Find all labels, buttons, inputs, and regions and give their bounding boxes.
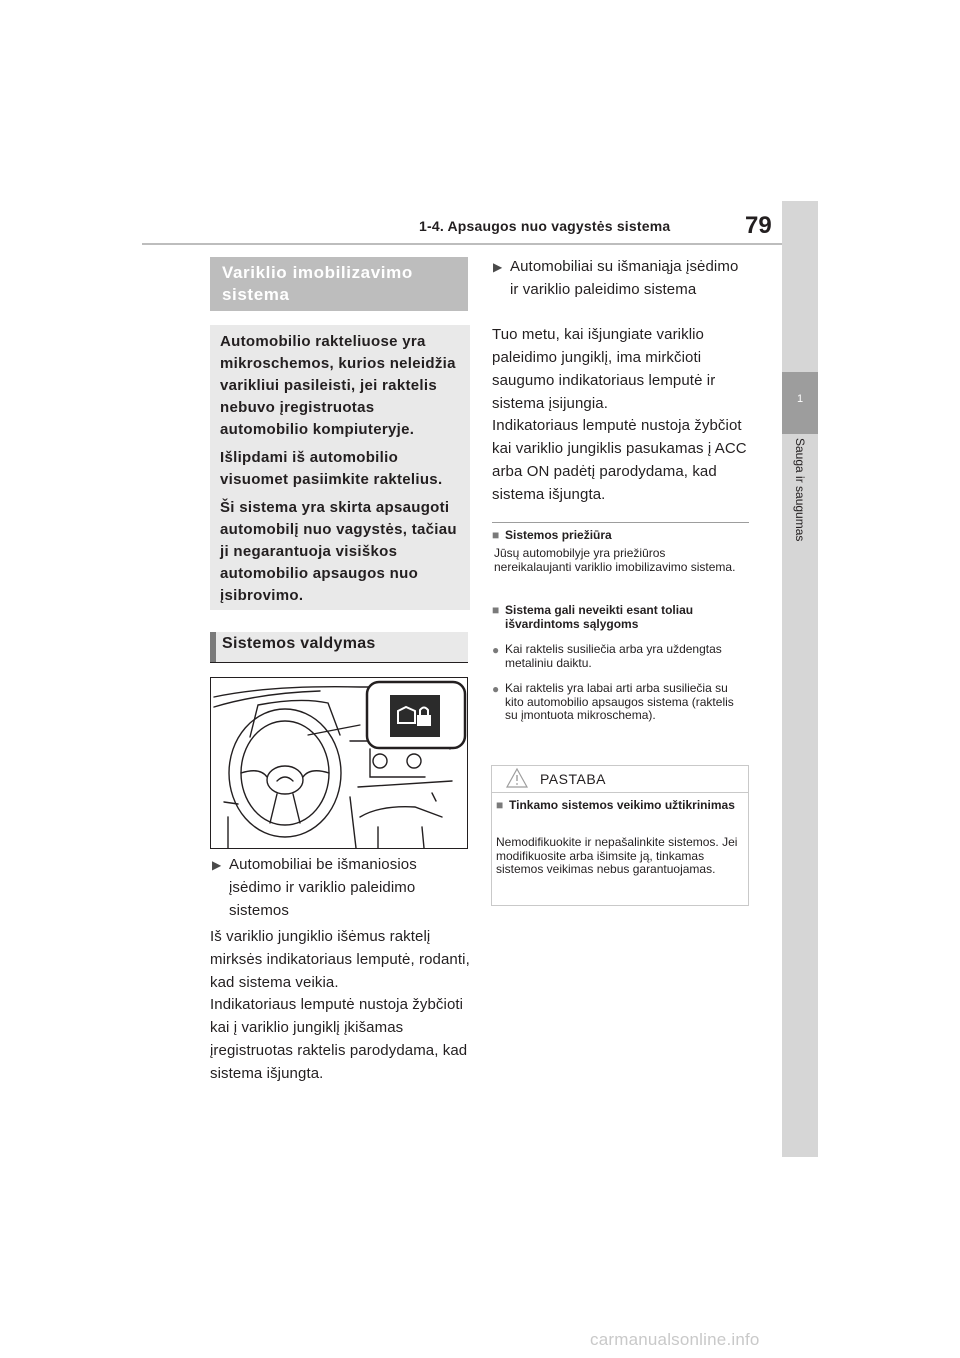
section-title: Variklio imobilizavimo sistema <box>222 263 413 304</box>
divider <box>492 522 749 523</box>
intro-paragraph: Automobilio rakteliuose yra mikroschemos, kurios neleidžia varikliui pasileisti, jei raktelis nebuvo įregistruotas automobilio kompiuteryje. <box>220 333 456 438</box>
body-paragraph: Tuo metu, kai išjungiate variklio paleidimo jungiklį, ima mirkčioti saugumo indikatoriaus lemputė ir sistema įsijungia. <box>492 326 716 412</box>
note-heading: Tinkamo sistemos veikimo užtikrinimas <box>509 798 735 812</box>
header-rule <box>142 243 782 245</box>
bullet-heading: Automobiliai su išmaniąja įsėdimo ir variklio paleidimo sistema <box>510 258 739 298</box>
warning-triangle-icon <box>506 767 528 789</box>
running-header: 1-4. Apsaugos nuo vagystės sistema <box>419 218 671 234</box>
dot-bullet-icon: ● <box>492 643 500 657</box>
body-paragraph: Indikatoriaus lemputė nustoja žybčioti kai į variklio jungiklį įkišamas įregistruotas raktelis parodydama, kad sistema išjungta. <box>210 996 468 1082</box>
note-header-rule <box>491 792 749 793</box>
intro-paragraph: Išlipdami iš automobilio visuomet pasiimkite raktelius. <box>220 449 443 488</box>
square-bullet-icon: ■ <box>492 528 500 542</box>
triangle-bullet-icon: ▶ <box>493 260 503 274</box>
intro-paragraph: Ši sistema yra skirta apsaugoti automobilį nuo vagystės, tačiau ji negarantuoja visiškos automobilio apsaugos nuo įsibrovimo. <box>220 499 457 604</box>
triangle-bullet-icon: ▶ <box>212 858 222 872</box>
dashboard-illustration <box>210 677 468 849</box>
dot-bullet-icon: ● <box>492 682 500 696</box>
subsection-rule <box>210 662 468 663</box>
list-item: Kai raktelis susiliečia arba yra uždengtas metaliniu daiktu. <box>505 642 722 670</box>
info-heading: Sistemos priežiūra <box>505 528 612 542</box>
list-item: Kai raktelis yra labai arti arba susiliečia su kito automobilio apsaugos sistema (raktelis su įmontuota mikroschema). <box>505 681 734 722</box>
chapter-label: Sauga ir saugumas <box>793 438 807 542</box>
body-paragraph: Iš variklio jungiklio išėmus raktelį mirksės indikatoriaus lemputė, rodanti, kad sistema veikia. <box>210 928 470 991</box>
square-bullet-icon: ■ <box>492 603 500 617</box>
info-text: Jūsų automobilyje yra priežiūros nereikalaujanti variklio imobilizavimo sistema. <box>494 546 736 574</box>
square-bullet-icon: ■ <box>496 798 504 812</box>
body-paragraph: Indikatoriaus lemputė nustoja žybčiot kai variklio jungiklis pasukamas į ACC arba ON padėtį parodydama, kad sistema išjungta. <box>492 417 747 503</box>
subsection-title: Sistemos valdymas <box>222 635 376 652</box>
note-text: Nemodifikuokite ir nepašalinkite sistemos. Jei modifikuosite arba išimsite ją, tinkamas sistemos veikimas nebus garantuojamas. <box>496 835 738 876</box>
info-heading: Sistema gali neveikti esant toliau išvardintoms sąlygoms <box>505 603 694 631</box>
watermark: carmanualsonline.info <box>590 1330 760 1349</box>
bullet-heading: Automobiliai be išmaniosios įsėdimo ir variklio paleidimo sistemos <box>229 856 417 919</box>
page-number: 79 <box>745 212 772 239</box>
side-tab <box>782 201 818 1157</box>
note-title: PASTABA <box>540 771 607 787</box>
chapter-number: 1 <box>796 393 804 405</box>
